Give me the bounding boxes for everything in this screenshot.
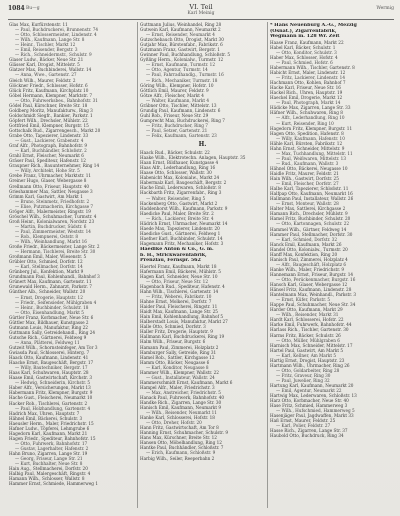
directory-column-1	[9, 22, 134, 510]
directory-entry: Haidle Fritz, Maurer, Feldstr. 21	[270, 171, 339, 176]
directory-entry: — Ernst, Reisender, Neumarkt 4	[146, 32, 215, 38]
directory-entry: Häfner Wilh., Schuhwaren, Ring 8	[270, 110, 343, 116]
section-letter: H.	[198, 141, 207, 149]
directory-entry: — Anna, Plätterei, Feldweg 11	[15, 339, 80, 345]
directory-entry: — Karl, Schmied, Dorfstr. 32	[276, 236, 337, 242]
directory-entry: Haertel Franz, Kaufmann, Markt 18	[140, 263, 217, 269]
directory-entry: — Karl, Polier, Feldstr. 27	[276, 423, 331, 429]
directory-entry: — Karl, Konditor, Neugasse 8	[146, 364, 209, 370]
directory-entry: Gräbner Otto, Tischler, Mittelstr. 13	[140, 102, 217, 108]
directory-entry: Hahn Wilh., Tischlerei, Gartenstr. 14	[140, 288, 219, 294]
directory-entry: Grimm Karl, Gastwirt, Am Markt 1	[9, 193, 83, 199]
directory-entry: Habel Karl, Bäcker, Schulstr. 1	[270, 44, 336, 50]
directory-entry: — Kurt, Reisender, Ring 10	[276, 120, 334, 126]
directory-entry: — Emil, Reisender, Bergstr. 3	[15, 47, 78, 53]
directory-entry: — Fritz, Buchdrucker, Ring 7	[146, 122, 208, 128]
directory-entry: Hantke Paul, Buchhändler, Schloßstr. 7	[140, 445, 224, 451]
directory-entry: Handke Rich., Zigarren, Lange Str. 30	[140, 400, 222, 406]
directory-entry: Halberstadt Louis, Manufaktur, Markt 27	[140, 319, 228, 325]
directory-entry: Hagemann Fritz, Mechaniker, Hofstr. 3	[140, 240, 224, 246]
directory-entry: Großmann Emil, Maler, Wiesenstr. 5	[9, 254, 87, 260]
directory-entry: Hamburger Sally, Getreide, Ring 31	[140, 349, 217, 355]
directory-entry: — Otto, Eisenhandlung, Markt 5	[15, 309, 84, 315]
directory-entry: — Anna, Wwe., Gartenstr. 27	[15, 72, 77, 78]
directory-entry: Gutzschebauch Otto, Drogist, Markt 30	[140, 37, 224, 43]
directory-entry: — Otto, Müller, Mühlgraben 6	[276, 337, 340, 343]
directory-entry: Hagen Karl, Schneider, Neue Str. 10	[140, 273, 218, 279]
directory-entry: Haan Ernst, Bildhauer, Kunstgasse 4	[140, 160, 219, 166]
directory-entry: Grahl Ernst, Fleischer, Neumarkt 6	[9, 153, 84, 159]
directory-entry: Harz Otto, Korbmacher, Neue Str. 40	[270, 398, 349, 404]
directory-entry: Habermann Fritz, Klempner, Burgstr. 9	[9, 390, 93, 396]
directory-entry: Gödel Paul, Kürschner, Breite Str. 18	[9, 102, 88, 108]
directory-entry: Grabe Otto, Tapezierer, Lindenstr. 33	[9, 133, 89, 139]
directory-entry: — Wilh., Reisender, Neumarkt 11	[146, 410, 217, 416]
directory-entry: Hähle Karl, Bürsten, Fabrikstr. 12	[270, 140, 343, 146]
directory-entry: Habicht Ernst, Maler, Lindenstr. 12	[270, 70, 346, 76]
directory-entry: Göbel Hermann, Klempner, Marktstr. 7	[9, 92, 93, 98]
directory-entry: Hamel Fritz, Buchbinder, Schulstr. 20	[270, 216, 351, 222]
directory-entry: Hackbarth Fritz, Zigarrenfabr., Ring 3	[140, 190, 222, 196]
directory-entry: — Fritz, Graveur, Ring 30	[276, 372, 331, 378]
directory-entry: — Fritz, Lackierer, Lindenstr. 14	[276, 75, 346, 81]
running-head-left: Bu—g	[26, 6, 40, 11]
directory-entry: Gleich Wilh., Maurer, Feldstr. 2	[9, 77, 76, 83]
directory-entry: Hammerschmidt Ernst, Kaufmann, Markt 6	[140, 379, 233, 385]
directory-entry: Haber Alfr., Versicherungen, Markt 13	[9, 385, 91, 391]
directory-entry: Hain Wilh., Gastwirt, Dorfstr. 25	[270, 176, 339, 182]
directory-entry: Haber Max, Schlosser, Hofstr. 4	[270, 54, 338, 60]
directory-entry: Gutzeit Wilh., Schornsteinfeger, Am Tor 3	[9, 345, 98, 350]
directory-entry: Hagedorn Karl, Kaufmann, Markt 21	[9, 430, 88, 436]
directory-entry: — Wilh., Kaufmann, Lange Str. 8	[15, 37, 85, 43]
directory-entry: Hädrich Ernst, Uhrmacher, Neumarkt 14	[140, 220, 228, 226]
directory-entry: — Otto, Konditor, Schulstr. 3	[276, 49, 337, 55]
directory-entry: Hackenberg Otto, Gastwirt, Markt 2	[140, 200, 218, 206]
directory-entry: — Erich, Kaufmann, Schloßstr. 9	[146, 450, 216, 456]
directory-entry: Halm Wilh., Friseur, Burgstr. 6	[140, 339, 206, 345]
directory-entry: Gräser Paul, Spediteur, Hafenstr. 12	[9, 158, 86, 164]
directory-entry: Hänsel Fritz, Kaufmann, Lindenstr. 28	[270, 287, 352, 293]
directory-entry: Graf Alfr., Photograph, Bahnhofstr. 9	[9, 143, 88, 149]
directory-entry: Harms Fritz, Bäcker, Schulstr. 26	[270, 332, 341, 338]
directory-entry: Grebe Franz, Uhrmacher, Marktstr. 11	[9, 173, 92, 179]
directory-entry: — Bruno, Steinmetz, Friedhofstr. 2	[15, 198, 90, 204]
directory-entry: — Willy, Kaufmann, Hafenstr. 10	[276, 135, 345, 141]
directory-entry: — Willy, Architekt, Hohe Str. 5	[15, 168, 80, 174]
directory-entry: Hafermann Emil, Bäckerei, Mühlstr. 5	[140, 268, 221, 274]
directory-entry: Hartung Karl, Kaufmann, Neumarkt 20	[270, 382, 354, 388]
directory-entry: Gottfried Emil, Klempner, Burgstr. 15	[9, 122, 89, 128]
directory-entry: — Otto, Agentur, Turmstr. 14	[146, 67, 208, 73]
directory-entry: Hamann Rich., Drechsler, Mühlstr. 9	[270, 211, 348, 217]
advertisement-line: (Osnat.), Zigarrenfabrik,	[270, 28, 337, 34]
directory-entry: — Paul, Photograph, Markt 14	[276, 100, 341, 106]
directory-entry: Hartmann Wilh., Uhrmacher, Ring 26	[270, 362, 350, 368]
directory-entry: — Elise, Putzmacherin, Kirchgasse 7	[15, 203, 94, 209]
column-divider	[137, 22, 138, 508]
directory-entry: — Ernst, Kaufmann, Turmstr. 12	[146, 62, 215, 68]
directory-entry: — Max, Tuchhandlung, Mittelstr. 11	[276, 150, 353, 156]
directory-entry: — Alfr., Lederhandlung, Ring 10	[276, 115, 345, 121]
directory-entry: Grübler Otto, Schmied, Dorfstr. 12	[9, 259, 83, 265]
directory-entry: Haede Max, Tapezierer, Lindenstr. 20	[140, 225, 220, 231]
directory-entry: — Wilh., Weinhandlung, Markt 16	[15, 239, 87, 245]
directory-entry: — Walter, Kaufmann, Markt 4	[146, 97, 210, 103]
directory-entry: Günther Alb., Schneider, Wallstr. 20	[9, 289, 86, 295]
directory-entry: — Gustav, Lagerhalter, Hafenstr. 2	[15, 445, 89, 451]
directory-entry: — Max, Anstreicher, Friedrichstr. 5	[146, 389, 221, 395]
directory-entry: — Paul, Schmied, Hofstr. 6	[276, 59, 333, 65]
directory-entry: Greiner Hugo, Glaser, Webergasse 8	[9, 178, 87, 184]
directory-entry: — Paul, Weißwaren, Mittelstr. 13	[276, 155, 347, 161]
directory-entry: — Paul, Zimmermeister, Weststr. 14	[15, 228, 91, 234]
part-title: VI. Teil	[189, 3, 213, 11]
directory-entry: Götze Alfr., Fleischer, Markt 4	[140, 92, 204, 98]
directory-entry: Glaser Ludw., Bäcker, Neue Str. 21	[9, 57, 84, 63]
directory-entry: — Otto, Kartonnagen, Schulstr. 22	[276, 221, 350, 227]
directory-entry: Haeusler Herm., Maler, Friedrichstr. 15	[9, 420, 94, 426]
directory-entry: Habermalz Karl, Baugeschäft, Bergstr. 2	[140, 180, 227, 186]
directory-entry: Gröschel Wilh., Schuhmacher, Turmstr. 4	[9, 213, 97, 219]
directory-entry: Haake Wilh., Elektrotechn. Anlagen, Hauptstr. 35	[140, 155, 246, 161]
directory-entry: — Paul, Fahrradhandlg., Turmstr. 16	[146, 72, 224, 78]
directory-entry: — Ernst, Küfer, Parkstr. 5	[276, 297, 331, 303]
directory-entry: Hasse Rich., Zigarren, Lange Str. 37	[270, 428, 348, 434]
directory-entry: Haidt Max, Kaufmann, Lange Str. 25	[140, 309, 218, 315]
directory-entry: — Paul, Juwelier, Ring 32	[276, 377, 330, 383]
directory-entry: Hagen Friedr., Spediteur, Bahnhofstr. 15	[9, 435, 96, 441]
directory-entry: Haack Rud., Bäcker, Schulstr. 22	[140, 150, 210, 156]
directory-entry: Große Friedr., Bäckermeister, Lange Str. 2	[9, 244, 100, 250]
directory-entry: Haas Alfr., Lederhandlung, Ring 16	[140, 165, 216, 171]
directory-entry: Groß Heinr., Kolonialwaren, Nordstr. 23	[9, 218, 95, 224]
directory-entry: Harder Otto, Kaufmann, Markt 29	[270, 307, 343, 313]
directory-entry: — Paul, Holzhandlung, Gartenstr. 4	[15, 405, 91, 411]
directory-entry: Haider Paul, Fleischerei, Ringstr. 11	[140, 304, 218, 310]
directory-entry: Grunewald Herm., Zahnarzt, Parkstr. 7	[9, 284, 92, 290]
directory-entry: Grieshammer Max, Sattler, Neugasse 3	[9, 188, 93, 194]
directory-entry: — Rich., Mechaniker, Turmstr. 18	[146, 77, 218, 83]
directory-entry: Habenicht Max, Kolonialw., Markt 24	[140, 175, 220, 181]
directory-entry: Gutsche Rich., Gärtnerei, Feldweg 9	[9, 334, 87, 340]
directory-entry: Hansch Karl, Glaser, Webergasse 12	[270, 282, 348, 288]
directory-entry: — Rich., Schneidermstr., Schulstr. 9	[15, 52, 92, 58]
directory-entry: — Karl, Stellmacher, Dorfstr. 14	[15, 264, 83, 270]
directory-entry: Haase Emil, Gastwirtschaft, Kirchstr. 3	[9, 375, 93, 381]
directory-entry: Goldberg Moritz, Manufakturw., Ring 3	[9, 107, 93, 113]
directory-entry: Gröger Alfr., Malermeister, Ringstr. 19	[9, 208, 91, 214]
directory-entry: Glas Max, Kurfürstenstr. 11	[9, 22, 68, 27]
directory-entry: — Emil, Agentur, Neumarkt 22	[276, 388, 342, 394]
directory-entry: Halle Otto, Schmied, Dorfstr. 3	[140, 324, 206, 330]
directory-entry: — Hermann, Tischlerei, Breite Str. 30	[15, 249, 96, 255]
directory-entry: Hartig Ernst, Drogist, Hauptstr. 23	[270, 357, 345, 363]
column-divider	[267, 22, 268, 508]
directory-entry: Harlass Rich., Tischler, Gartenstr. 30	[270, 327, 349, 333]
directory-entry: Hafner Ludw., Töpferei, Lehmgrube 6	[9, 425, 90, 431]
directory-entry: Hartel Paul, Gastwirt, Am Markt 5	[270, 347, 344, 353]
directory-entry: Hahn Bruno, Zigarren, Lange Str. 19	[9, 450, 88, 456]
directory-entry: — Gust., Lackierer, Grabenstr. 4	[15, 138, 84, 144]
directory-entry: — Ernst, Drogerie, Hauptstr. 12	[15, 294, 83, 300]
directory-entry: Gyßling Herm., Kolonialw., Turmstr. 12	[140, 57, 224, 63]
directory-entry: Handel Otto, Kolonialw., Turmstr. 20	[270, 246, 348, 252]
directory-entry: Hagedorn Fritz, Klempner, Burgstr. 11	[270, 125, 353, 131]
directory-entry: Hanning Ernst, Schuhmacher, Schulstr. 9	[140, 430, 228, 436]
directory-entry: Hamann Wilh., Schlosser, Wallstr. 8	[9, 476, 85, 482]
directory-entry: — Willy, Bautechniker, Bergstr. 17	[15, 365, 88, 371]
directory-entry: — Rob., Klempnerei, Oststr. 8	[15, 233, 79, 239]
directory-entry: Haack Otto, Kaufmann, Lindenstr. 41	[9, 355, 89, 361]
directory-entry: Hasenjäger Paul, Jagdwaffen, Markt 33	[270, 413, 354, 419]
directory-entry: — Rich., Lackierer, Breite Str. 4	[146, 215, 214, 221]
directory-entry: Hammer Wilh., Klempner, Wallstr. 22	[140, 369, 219, 375]
directory-entry: — Paul, Setzer, Gartenstr. 21	[146, 127, 208, 133]
directory-entry: Hannemann Ernst, Friseur, Burgstr. 14	[270, 271, 354, 277]
advertisement-line: Haedike Anton & Co., G. m.	[140, 246, 214, 252]
directory-entry: Harke Emil, Fuhrwerk, Bahnhofstr. 44	[270, 322, 352, 328]
directory-entry: Gottschalk Rud., Zigarrengesch., Markt 20	[9, 127, 101, 133]
directory-entry: Hähnel Otto, Bäckerei, Neugasse 10	[270, 165, 348, 171]
directory-entry: Hanack Paul, Fuhrwerk, Bahnhofstr. 40	[140, 394, 225, 400]
directory-entry: Grundig Paul, Kaufmann, Lindenstr. 6	[140, 107, 221, 113]
directory-entry: Haacke Ernst, Baugeschäft, Bergstr. 17	[9, 360, 94, 366]
directory-entry: Hain Aug., Stellmacherei, Dorfstr. 20	[9, 466, 88, 472]
directory-entry: Hahn Ernst, Schneider, Mittelstr. 9	[270, 145, 345, 151]
directory-entry: Hamel Rob., Sattler, Kirchgasse 12	[140, 354, 215, 360]
directory-entry: — Otto, Fuhrwerksbes., Bahnhofstr. 31	[15, 97, 98, 103]
directory-entry: — Ernst, Monteur, Wallstr. 28	[276, 201, 339, 207]
header-rule	[8, 19, 394, 20]
directory-entry: Hansen Otto, Möbelhandlung, Ring 12	[140, 440, 222, 446]
directory-entry: Hantelmann Max, Weinhandl., Parkstr. 3	[270, 292, 357, 298]
directory-entry: Hanke Wilh., Maler, Friedrichstr. 9	[270, 266, 345, 272]
directory-entry: Gutzmann Franz, Gastwirt, Bergstr. 1	[140, 47, 220, 53]
directory-entry: Haedicke Paul, Maler, Breite Str. 2	[140, 210, 214, 216]
directory-entry: Goldschmidt Siegfr., Bankier, Parkstr. 1	[9, 112, 93, 118]
directory-entry: Hartwig Max, Lederwaren, Schloßstr. 13	[270, 393, 357, 399]
directory-entry: Guttmann Julius, Weinhandel, Ring 28	[140, 22, 222, 27]
directory-entry: Glück Fritz, Kaufmann, Kirchplatz 10	[9, 87, 89, 93]
directory-entry: Hache Gust., Fleischerei, Neumarkt 10	[9, 395, 93, 401]
directory-entry: Hagen Otto, Spedition, Hafenstr. 8	[270, 130, 344, 136]
directory-entry: Gwiasda Paul, Schlosserei, Hinterg. 7	[9, 350, 90, 356]
directory-entry: Hann Fritz, Gastwirtschaft, Am Tor 8	[140, 425, 219, 431]
page-header	[8, 3, 394, 19]
directory-entry: — Friedr., Seifensieder, Mühlgraben 4	[15, 299, 97, 305]
directory-entry: — Karl, Kellner, Am Markt 5	[276, 352, 337, 358]
directory-entry: Hampel Alfr., Maler, Friedrichstr. 3	[140, 384, 215, 390]
directory-entry: — Paul, Buchdruckerei, Brunnenstr. 74	[15, 27, 99, 33]
directory-entry: Grundmann Paul, Kohlenhandl., Bahnhof 3	[9, 274, 100, 280]
directory-entry: Hain Emil, Kohlenhandlung, Bahnhof 5	[140, 314, 224, 320]
advertisement-line: b. H., Strickwarenfabrik,	[140, 252, 207, 258]
directory-entry: Haas Karl, Schuhwaren, Hauptstr. 28	[9, 370, 89, 376]
directory-entry: Göpfert Wilh., Drechsler, Mühlstr. 22	[9, 117, 88, 123]
advertisement-line: Wegmann m. 128 Wr. Zeit	[270, 34, 340, 40]
directory-entry: Habermann Wilh., Tischler, Gartenstr. 8	[270, 65, 355, 71]
directory-entry: — Wilh., Reisender, Markt 31	[276, 312, 339, 318]
page-number: 1084	[8, 5, 25, 12]
directory-entry: — Kurt, Buchhalter, Neue Str. 8	[15, 461, 83, 467]
directory-entry: Guhl Rob., Friseur, Neue Str. 29	[140, 112, 209, 118]
directory-entry: — Martin, Buchdrucker, Südstr. 6	[15, 223, 87, 229]
directory-entry: Glässer Karl, Drogist, Mittelstr. 5	[9, 62, 80, 68]
directory-entry: Gutmann Louis, Manufaktur, Ring 22	[9, 324, 88, 330]
directory-entry: Hache Emil, Lederwaren, Schloßstr. 8	[140, 185, 221, 191]
directory-entry: — Otto, Dreher, Hofstr. 20	[146, 420, 202, 426]
directory-entry: — Felix, Kaufmann, Gartenstr. 23	[146, 133, 217, 139]
directory-entry: Güttler Max, Bildhauer, Kunstgasse 2	[9, 319, 89, 325]
directory-entry: Hanisch Paul, Zimmerei, Holzplatz 4	[270, 256, 348, 262]
directory-entry: Hacker Rob., Tischlerei, Gartenstr. 2	[9, 400, 88, 406]
directory-entry: Halbig Paul, Malergeschäft, Ringstr. 4	[9, 471, 91, 477]
directory-entry: Hädicke Max, Zigarren, Lange Str. 33	[270, 105, 351, 111]
directory-entry: Halbe Karl, Tapezierer, Schloßstr. 11	[270, 186, 349, 192]
directory-entry: Gutjahr Max, Bürstenfabr., Fabrikstr. 6	[140, 42, 223, 48]
directory-entry: Hammel Wilh., Gärtner, Feldweg 14	[270, 226, 347, 232]
running-head-right: Wermig	[376, 6, 394, 11]
directory-entry: — Walter, Reisender, Ring 5	[146, 195, 206, 201]
directory-entry: — Otto, Perückenmacher, Burgstr. 16	[276, 276, 356, 282]
directory-entry: Hähnel Emil, Bäckerei, Schulstr. 3	[9, 415, 83, 421]
directory-entry: Harbig Wilh., Seiler, Reeperbahn 2	[140, 455, 215, 461]
directory-entry: — Hedwig, Schneiderin, Kirchstr. 5	[15, 380, 91, 386]
directory-entry: Haase Franz, Kaufmann, Markt 22	[270, 39, 344, 45]
part-subtitle: Karl Meinig	[187, 11, 215, 16]
directory-entry: Hase Fritz, Schmied, Hammerweg 3	[270, 403, 348, 409]
directory-entry: Harnisch Max, Schneider, Mittelstr. 17	[270, 342, 353, 348]
directory-entry: Graupner Rich., Bauunternehmer, Ring 14	[9, 163, 100, 169]
directory-entry: Glöckner Friedr., Schlosser, Hofstr. 6	[9, 82, 88, 88]
directory-entry: Göring Wilh., Klempner, Hofstr. 10	[140, 82, 214, 88]
directory-entry: Hamm Otto, Bäcker, Neugasse 6	[140, 359, 210, 365]
directory-entry: Hackel Rich., Uhren, Hauptstr. 19	[270, 90, 343, 96]
directory-entry: Halter Max, Sattlerei, Kirchgasse 2	[270, 206, 346, 212]
directory-entry: Hahne Ernst, Molkerei, Dorfstr. 7	[140, 299, 212, 305]
directory-entry: Halfpap Otto, Kaufmann, Neumarkt 16	[270, 191, 353, 197]
directory-entry: Haeckel Emil, Drogerie, Markt 12	[270, 95, 343, 101]
directory-entry: — Heinr., Buchbinder, Schulstr. 18	[15, 304, 89, 310]
directory-entry: Hardt Karl, Schlosserei, Hofstr. 22	[270, 317, 344, 323]
directory-entry: Göttlich Emil, Maurer, Feldstr. 9	[140, 87, 209, 93]
directory-entry: Grellmann Otto, Friseur, Hauptstr. 40	[9, 183, 90, 189]
directory-entry: Hanck Emil, Kaufmann, Markt 26	[270, 241, 342, 247]
directory-entry: Grünert Max, Kaufmann, Gartenstr. 11	[9, 279, 92, 285]
directory-entry: Haubold Otto, Buchdruck, Ring 34	[270, 433, 344, 439]
advertisement-line: * Hans Neuenburg A.-G., Mezzig	[270, 23, 357, 28]
directory-entry: Haddenhorst Wilh., Kaufmann, Parkstr. 9	[140, 205, 228, 211]
directory-entry: Haß Ernst, Maurer, Feldstr. 25	[270, 418, 336, 424]
directory-entry: Happe Paul, Schuhmacher, Neue Str. 34	[270, 302, 356, 308]
directory-entry: Gwinner Paul, Buchhandlung, Schloßstr. 5	[140, 52, 231, 58]
directory-entry: Hanff Max, Konfektion, Ring 20	[270, 251, 338, 257]
directory-entry: Haller Fritz, Drogerie, Hauptstr. 9	[140, 329, 213, 335]
directory-entry: Guttmann Sally, Getreidehandl., Ring 24	[9, 329, 96, 335]
directory-entry: — Gust., Installateur, Wallstr. 24	[146, 374, 215, 380]
directory-entry: Hanke Karl, Schlosserei, Hofstr. 18	[140, 415, 215, 421]
directory-entry: Hallmann Karl, Buchdruckerei, Ring 19	[140, 334, 225, 340]
directory-entry: — Heinr., Tischler, Markt 12	[15, 42, 76, 48]
directory-column-3	[270, 22, 394, 510]
directory-entry: Hans Max, Kürschner, Breite Str. 12	[140, 435, 217, 441]
directory-entry: Glatzer Max, Buchbinderei, Wallstr. 14	[9, 67, 92, 73]
directory-column-2	[140, 22, 265, 510]
directory-entry: Gumprecht Max, Buchdruckerei, Ring 7	[140, 117, 225, 123]
directory-entry: — Emil, Fleischer, Dorfstr. 27	[276, 181, 339, 187]
directory-entry: — Karl, Buchhändler, Schloßstr. 2	[15, 148, 87, 154]
directory-entry: Grünberg Jul., Konfektion, Markt 9	[9, 269, 84, 275]
directory-entry: — Georg, Friseur, Lange Str. 21	[15, 456, 83, 462]
advertisement-line: Prenzlau, Fernspr. 562	[140, 258, 201, 264]
directory-entry: Hamann Paul, Zimmerei, Holzplatz 2	[140, 344, 219, 350]
directory-entry: Haase Otto, Schlosser, Wallstr. 30	[140, 170, 212, 176]
directory-entry: — Otto, Goldarbeiter, Ring 28	[276, 367, 340, 373]
directory-entry: — Otto, Schlossermeister, Lindenstr. 4	[15, 32, 97, 38]
directory-entry: Gutwein Karl, Kaufmann, Neumarkt 2	[140, 27, 221, 33]
directory-entry: — Wilh., Hufschmied, Hammerweg 5	[276, 408, 355, 414]
directory-entry: Hadrich Max, Uhren, Hauptstr. 7	[9, 410, 80, 416]
directory-entry: Gürtler Franz, Korbmacher, Neue Str. 6	[9, 314, 94, 320]
directory-entry: — Otto, Friseur, Neue Str. 12	[146, 278, 209, 284]
directory-entry: Hallmann Paul, Installateur, Wallstr. 26	[270, 196, 354, 202]
directory-entry: Hagenbach Rud., Spediteur, Hafenstr. 4	[140, 283, 225, 289]
directory-entry: — Rud., Kaufmann, Wallstr. 3	[276, 160, 339, 166]
directory-entry: Haedicke Gust., Gärtnerei, Feldweg 1	[140, 230, 221, 236]
directory-entry: Haefner Karl, Buchbinder, Schulstr. 14	[140, 235, 223, 241]
directory-entry: — Otto, Fuhrwerk, Bahnhofstr. 17	[15, 440, 88, 446]
directory-entry: Hacke Karl, Friseur, Neue Str. 16	[270, 85, 341, 91]
directory-entry: Hanisch Emil, Kaufmann, Neumarkt 9	[140, 405, 221, 411]
directory-entry: — Alfr., Baugeschäft, Holzplatz 6	[276, 261, 347, 267]
directory-entry: Hammer Paul, Stellmacher, Dorfstr. 30	[270, 231, 353, 237]
directory-entry: — Fritz, Weberei, Fabrikstr. 10	[146, 294, 212, 300]
directory-entry: Hammer Ernst, Schmiede, Hammerweg 1	[9, 481, 98, 487]
directory-entry: Hachmann Otto, Kohlen, Bahnhof 7	[270, 80, 346, 86]
